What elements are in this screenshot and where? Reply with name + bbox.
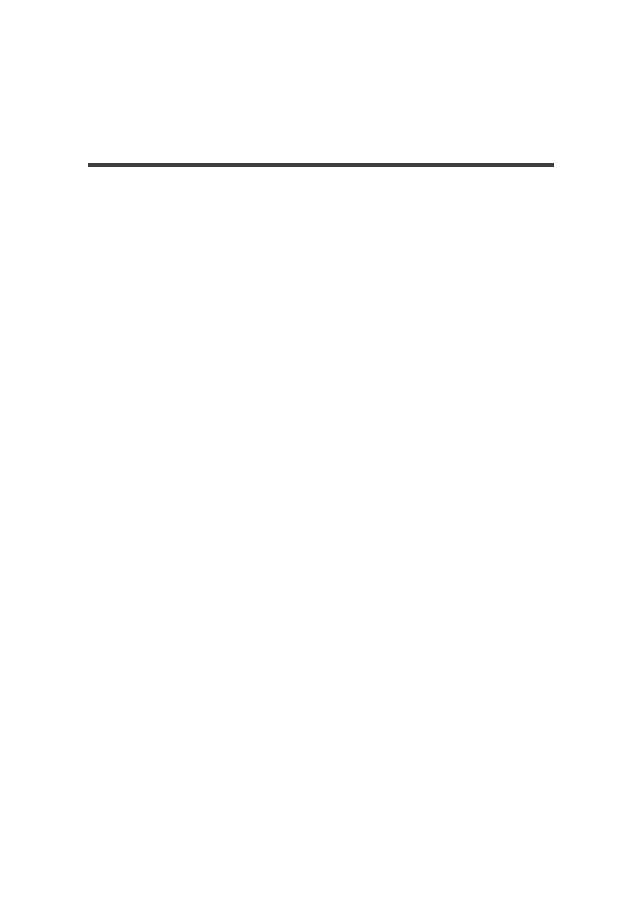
application-form-table (88, 163, 554, 167)
